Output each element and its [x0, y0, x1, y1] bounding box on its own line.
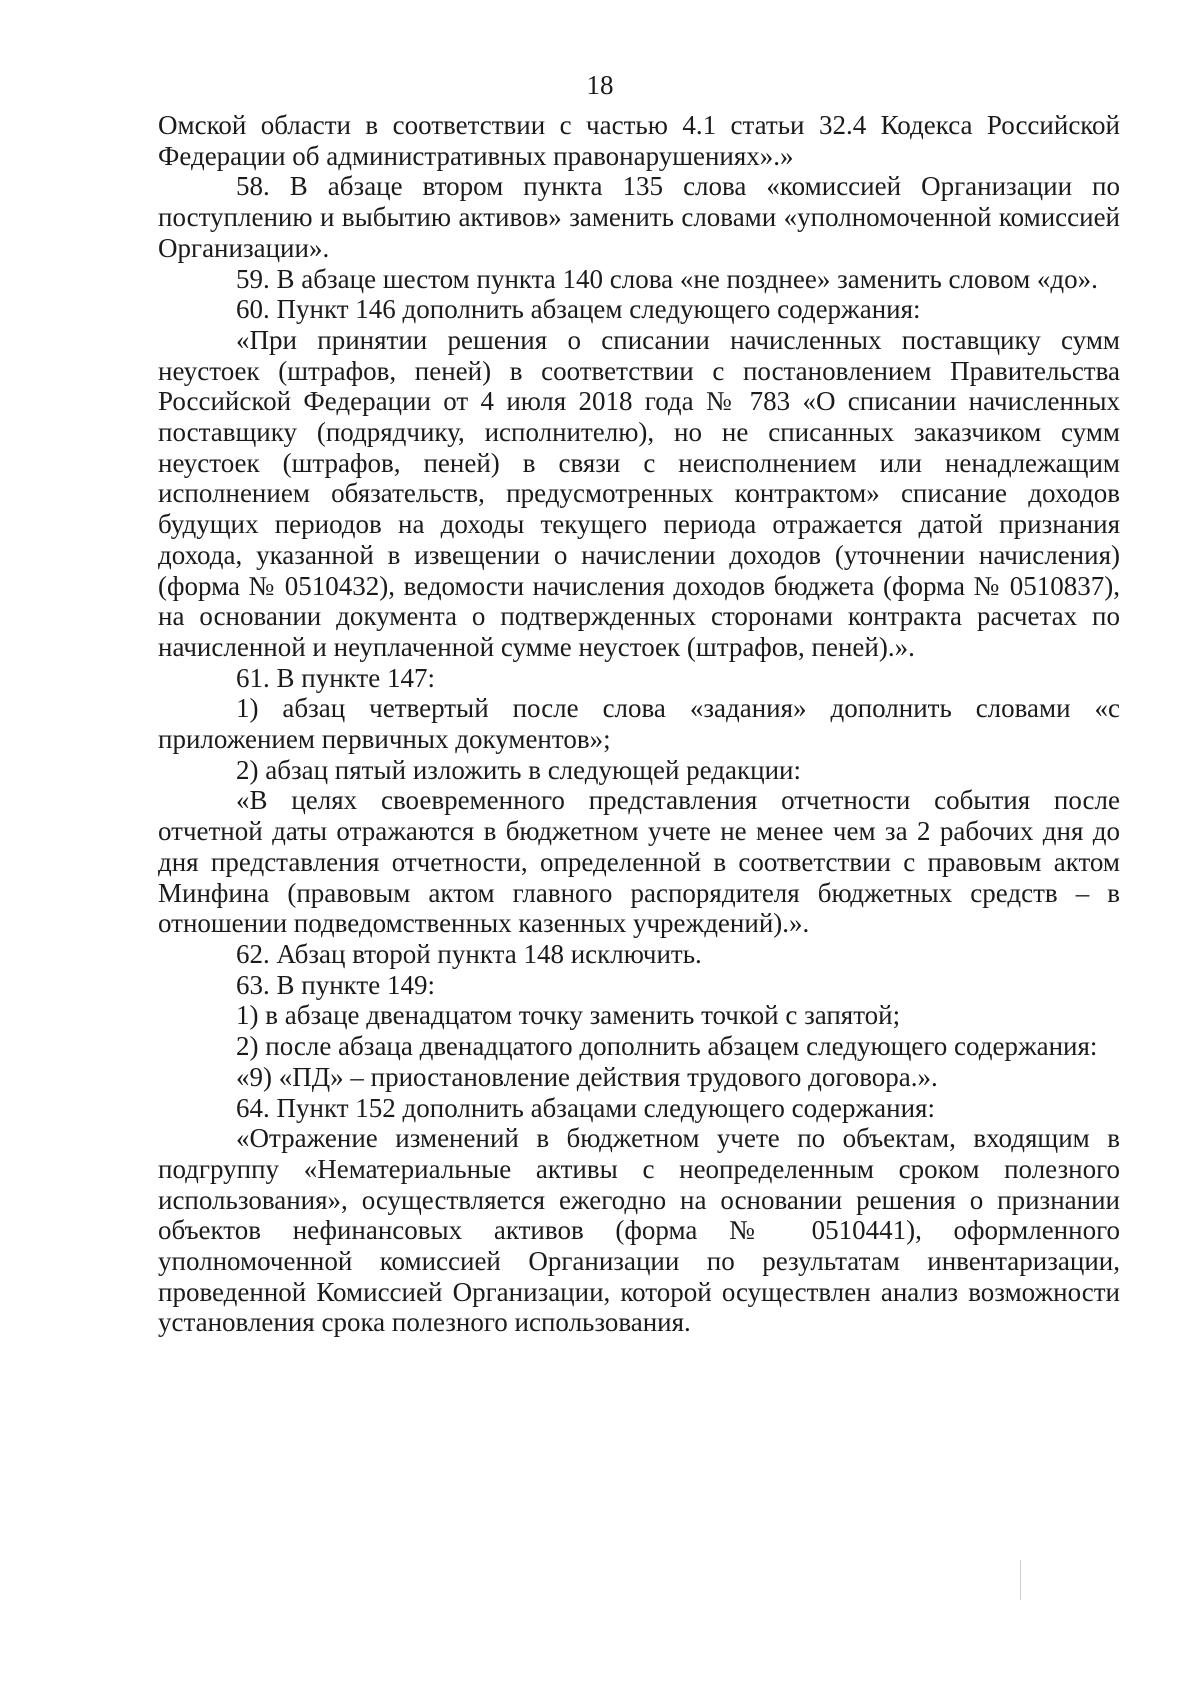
paragraph-continuation: Омской области в соответствии с частью 4.1 статьи 32.4 Кодекса Российской Федерации об административных правонарушениях».»	[158, 110, 1120, 171]
paragraph-item-61: 61. В пункте 147:	[236, 662, 435, 693]
paragraph-quote-147: «В целях своевременного представления отчетности события после отчетной даты отражаются в бюджетном учете не менее чем за 2 рабочих дня до дня представления отчетности, определенной в соответствии с правовым актом Минфина (правовым актом главного распорядителя бюджетных средств – в отношении подведомственных казенных учреждений).».	[158, 785, 1120, 939]
paragraph-quote-152: «Отражение изменений в бюджетном учете по объектам, входящим в подгруппу «Нематериальные активы с неопределенным сроком полезного использования», осуществляется ежегодно на основании решения о признании объектов нефинансовых активов (форма № 0510441), оформленного уполномоченной комиссией Организации по результатам инвентаризации, проведенной Комиссией Организации, которой осуществлен анализ возможности установления срока полезного использования.	[158, 1123, 1120, 1338]
paragraph-item-60: 60. Пункт 146 дополнить абзацем следующего содержания:	[236, 294, 921, 325]
paragraph-quote-149: «9) «ПД» – приостановление действия трудового договора.».	[236, 1061, 938, 1092]
paragraph-quote-146: «При принятии решения о списании начисленных поставщику сумм неустоек (штрафов, пеней) в соответствии с постановлением Правительства Российской Федерации от 4 июля 2018 года № 783 «О списании начисленных поставщику (подрядчику, исполнителю), но не списанных заказчиком сумм неустоек (штрафов, пеней) в связи с неисполнением или ненадлежащим исполнением обязательств, предусмотренных контрактом» списание доходов будущих периодов на доходы текущего периода отражается датой признания дохода, указанной в извещении о начислении доходов (уточнении начисления) (форма № 0510432), ведомости начисления доходов бюджета (форма № 0510837), на основании документа о подтвержденных сторонами контракта расчетах по начисленной и неуплаченной сумме неустоек (штрафов, пеней).».	[158, 324, 1120, 662]
paragraph-subitem-63-1: 1) в абзаце двенадцатом точку заменить точкой с запятой;	[236, 1000, 901, 1031]
paragraph-subitem-63-2: 2) после абзаца двенадцатого дополнить абзацем следующего содержания:	[236, 1031, 1098, 1062]
paragraph-subitem-61-1: 1) абзац четвертый после слова «задания» дополнить словами «с приложением первичных документов»;	[158, 693, 1120, 755]
scan-artifact-line	[1020, 1560, 1021, 1600]
paragraph-item-58: 58. В абзаце втором пункта 135 слова «комиссией Организации по поступлению и выбытию активов» заменить словами «уполномоченной комиссией Организации».	[158, 171, 1120, 263]
page-number: 18	[586, 70, 614, 100]
paragraph-item-64: 64. Пункт 152 дополнить абзацами следующего содержания:	[236, 1092, 935, 1123]
paragraph-item-63: 63. В пункте 149:	[236, 969, 435, 1000]
document-body	[158, 110, 1120, 1338]
paragraph-item-59: 59. В абзаце шестом пункта 140 слова «не позднее» заменить словом «до».	[236, 263, 1098, 294]
paragraph-subitem-61-2: 2) абзац пятый изложить в следующей редакции:	[236, 754, 801, 785]
paragraph-item-62: 62. Абзац второй пункта 148 исключить.	[236, 938, 702, 969]
